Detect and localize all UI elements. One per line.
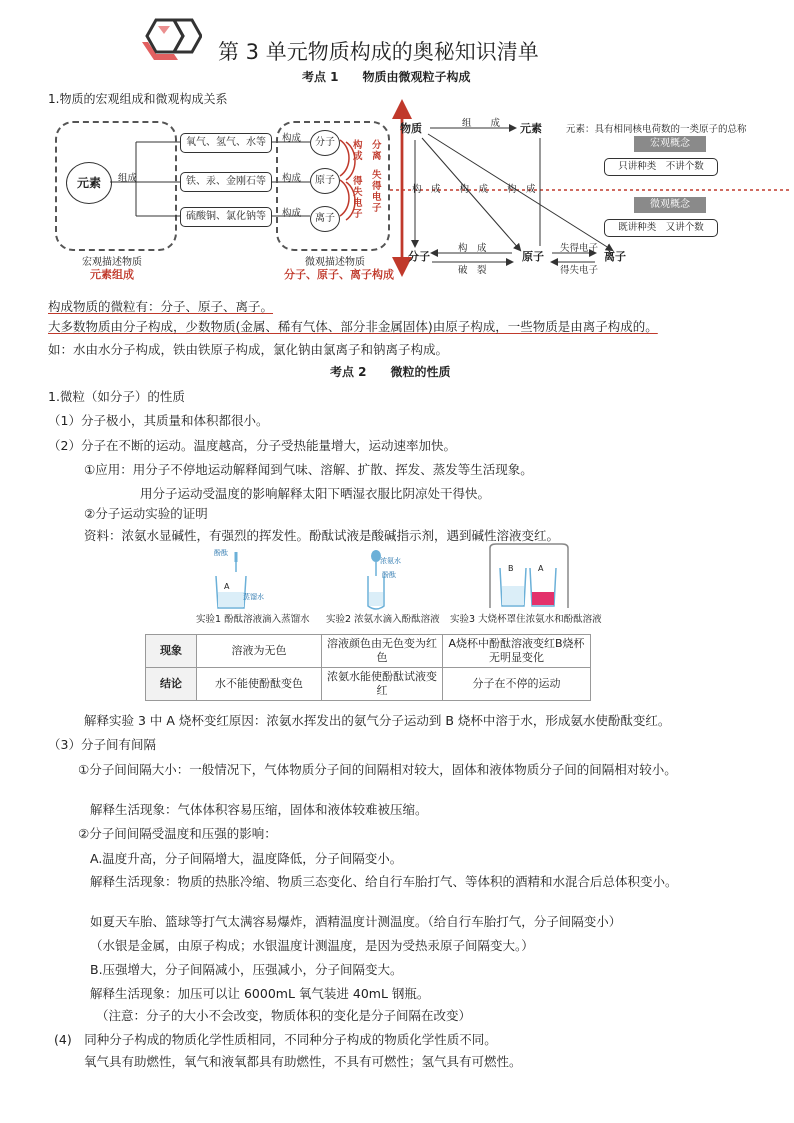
exp1-water-label: 蒸馏水	[243, 593, 264, 601]
table-header-phenomenon: 现象	[146, 635, 197, 668]
s2-life-3: 解释生活现象：加压可以让 6000mL 氧气装进 40mL 钢瓶。	[90, 986, 430, 1001]
r-ion: 离子	[604, 250, 626, 263]
s2-mercury: （水银是金属，由原子构成；水银温度计测温度，是因为受热汞原子间隔变大。）	[90, 938, 534, 953]
v-gain-lose: 得失电子	[353, 176, 363, 220]
para-most-substances: 大多数物质由分子构成，少数物质(金属、稀有气体、部分非金属固体)由原子构成，一些物质是由离子构成的。	[48, 319, 658, 334]
r-lose: 得失电子	[560, 265, 599, 276]
micro-label: 微观描述物质	[305, 257, 365, 268]
table-row	[146, 635, 591, 668]
s2-life-1: 解释生活现象：气体体积容易压缩，固体和液体较难被压缩。	[90, 802, 428, 817]
macro-label: 宏观描述物质	[82, 257, 142, 268]
s2-pressure-b: B.压强增大，分子间隔减小，压强减小，分子间隔变大。	[90, 962, 403, 977]
s2-application-1: ①应用：用分子不停地运动解释闻到气味、溶解、扩散、挥发、蒸发等生活现象。	[84, 462, 533, 477]
goucheng-2: 构成	[282, 173, 302, 184]
element-circle: 元素	[66, 162, 112, 204]
r-zucheng: 组 成	[462, 118, 501, 129]
s2-item-1: （1）分子极小，其质量和体积都很小。	[48, 413, 269, 428]
table-cell: 浓氨水能使酚酞试液变红	[322, 668, 443, 701]
s2-gap-2: ②分子间间隔受温度和压强的影响：	[78, 826, 277, 841]
s2-explain-exp3: 解释实验 3 中 A 烧杯变红原因：浓氨水挥发出的氨气分子运动到 B 烧杯中溶于水，形成氨水使酚酞变红。	[84, 713, 671, 728]
s2-item-3: （3）分子间有间隔	[48, 737, 156, 752]
ion-circle: 离子	[310, 206, 340, 232]
macro-concept-tag: 宏观概念	[634, 136, 706, 152]
macro-red-label: 元素组成	[90, 268, 134, 281]
r-substance: 物质	[400, 122, 422, 135]
logo-icon	[138, 14, 202, 74]
s2-heading: 1.微粒（如分子）的性质	[48, 389, 185, 404]
r-atom: 原子	[522, 250, 544, 263]
micro-red-label: 分子、原子、离子构成	[284, 268, 394, 281]
element-definition: 元素：具有相同核电荷数的一类原子的总称	[566, 124, 747, 135]
s2-proof: ②分子运动实验的证明	[84, 506, 208, 521]
micro-concept-tag: 微观概念	[634, 197, 706, 213]
table-cell: 溶液为无色	[197, 635, 322, 668]
exp2-ammonia-label: 浓氨水	[380, 557, 401, 565]
table-row	[146, 668, 591, 701]
experiment-3-caption: 实验3 大烧杯罩住浓氨水和酚酞溶液	[450, 614, 602, 625]
section-1-label: 1.物质的宏观组成和微观构成关系	[48, 92, 228, 106]
molecule-circle: 分子	[310, 130, 340, 156]
s2-item-4: (4) 同种分子构成的物质化学性质相同，不同种分子构成的物质化学性质不同。	[54, 1032, 497, 1047]
micro-desc-box: 既讲种类 又讲个数	[604, 219, 718, 237]
s2-application-2: 用分子运动受温度的影响解释太阳下晒湿衣服比阴凉处干得快。	[140, 486, 491, 501]
exp3-a-label: A	[538, 564, 544, 573]
s2-summer: 如夏天车胎、篮球等打气太满容易爆炸，酒精温度计测温度。（给自行车胎打气，分子间隔变小）	[90, 914, 622, 929]
table-cell: A烧杯中酚酞溶液变红B烧杯无明显变化	[443, 635, 591, 668]
r-polie: 破 裂	[458, 265, 487, 276]
v-lose-gain: 失得电子	[372, 170, 382, 214]
s2-gap-1: ①分子间间隔大小：一般情况下，气体物质分子间的间隔相对较大，固体和液体物质分子间的间隔相对较小。	[78, 762, 677, 777]
r-element: 元素	[520, 122, 542, 135]
s2-note: （注意：分子的大小不会改变，物质体积的变化是分子间隔在改变）	[96, 1008, 472, 1023]
experiment-3-illustration	[484, 542, 574, 610]
exp3-b-label: B	[508, 564, 514, 573]
para-examples: 如：水由水分子构成，铁由铁原子构成，氯化钠由氯离子和钠离子构成。	[48, 342, 449, 357]
goucheng-3: 构成	[282, 208, 302, 219]
r-goucheng: 构 成	[458, 243, 487, 254]
exp1-a-label: A	[224, 582, 230, 591]
topic-2-heading: 考点 2 微粒的性质	[330, 365, 451, 379]
group-3-box: 硫酸铜、氯化钠等	[180, 207, 272, 227]
table-header-conclusion: 结论	[146, 668, 197, 701]
group-2-box: 铁、汞、金刚石等	[180, 172, 272, 192]
macro-desc-box: 只讲种类 不讲个数	[604, 158, 718, 176]
table-cell: 溶液颜色由无色变为红色	[322, 635, 443, 668]
table-cell: 分子在不停的运动	[443, 668, 591, 701]
s2-life-2: 解释生活现象：物质的热胀冷缩、物质三态变化、给自行车胎打气、等体积的酒精和水混合后总体积变小。	[90, 874, 678, 889]
zucheng-label: 组成	[118, 173, 138, 184]
s2-material: 资料：浓氨水显碱性，有强烈的挥发性。酚酞试液是酸碱指示剂，遇到碱性溶液变红。	[84, 528, 560, 543]
r-goucheng-row: 构 成 构 成 构 成	[412, 184, 536, 195]
page-title: 第 3 单元物质构成的奥秘知识清单	[218, 40, 539, 64]
v-fenli: 分离	[372, 140, 382, 162]
r-molecule: 分子	[408, 250, 430, 263]
v-goucheng: 构成	[353, 140, 363, 162]
experiment-2-caption: 实验2 浓氨水滴入酚酞溶液	[326, 614, 440, 625]
experiment-1-caption: 实验1 酚酞溶液滴入蒸馏水	[196, 614, 310, 625]
group-1-box: 氧气、氢气、水等	[180, 133, 272, 153]
table-cell: 水不能使酚酞变色	[197, 668, 322, 701]
goucheng-1: 构成	[282, 133, 302, 144]
s2-item-4b: 氧气具有助燃性，氧气和液氧都具有助燃性，不具有可燃性；氢气具有可燃性。	[84, 1054, 522, 1069]
s2-item-2: （2）分子在不断的运动。温度越高，分子受热能量增大，运动速率加快。	[48, 438, 456, 453]
exp2-phenol-label: 酚酞	[382, 571, 396, 579]
atom-circle: 原子	[310, 168, 340, 194]
para-particles: 构成物质的微粒有：分子、原子、离子。	[48, 299, 274, 314]
r-gain: 失得电子	[560, 243, 599, 254]
experiment-results-table	[145, 634, 591, 701]
exp1-phenol-label: 酚酞	[214, 549, 228, 557]
s2-temp-a: A.温度升高，分子间隔增大，温度降低，分子间隔变小。	[90, 851, 403, 866]
topic-1-heading: 考点 1 物质由微观粒子构成	[302, 70, 471, 84]
